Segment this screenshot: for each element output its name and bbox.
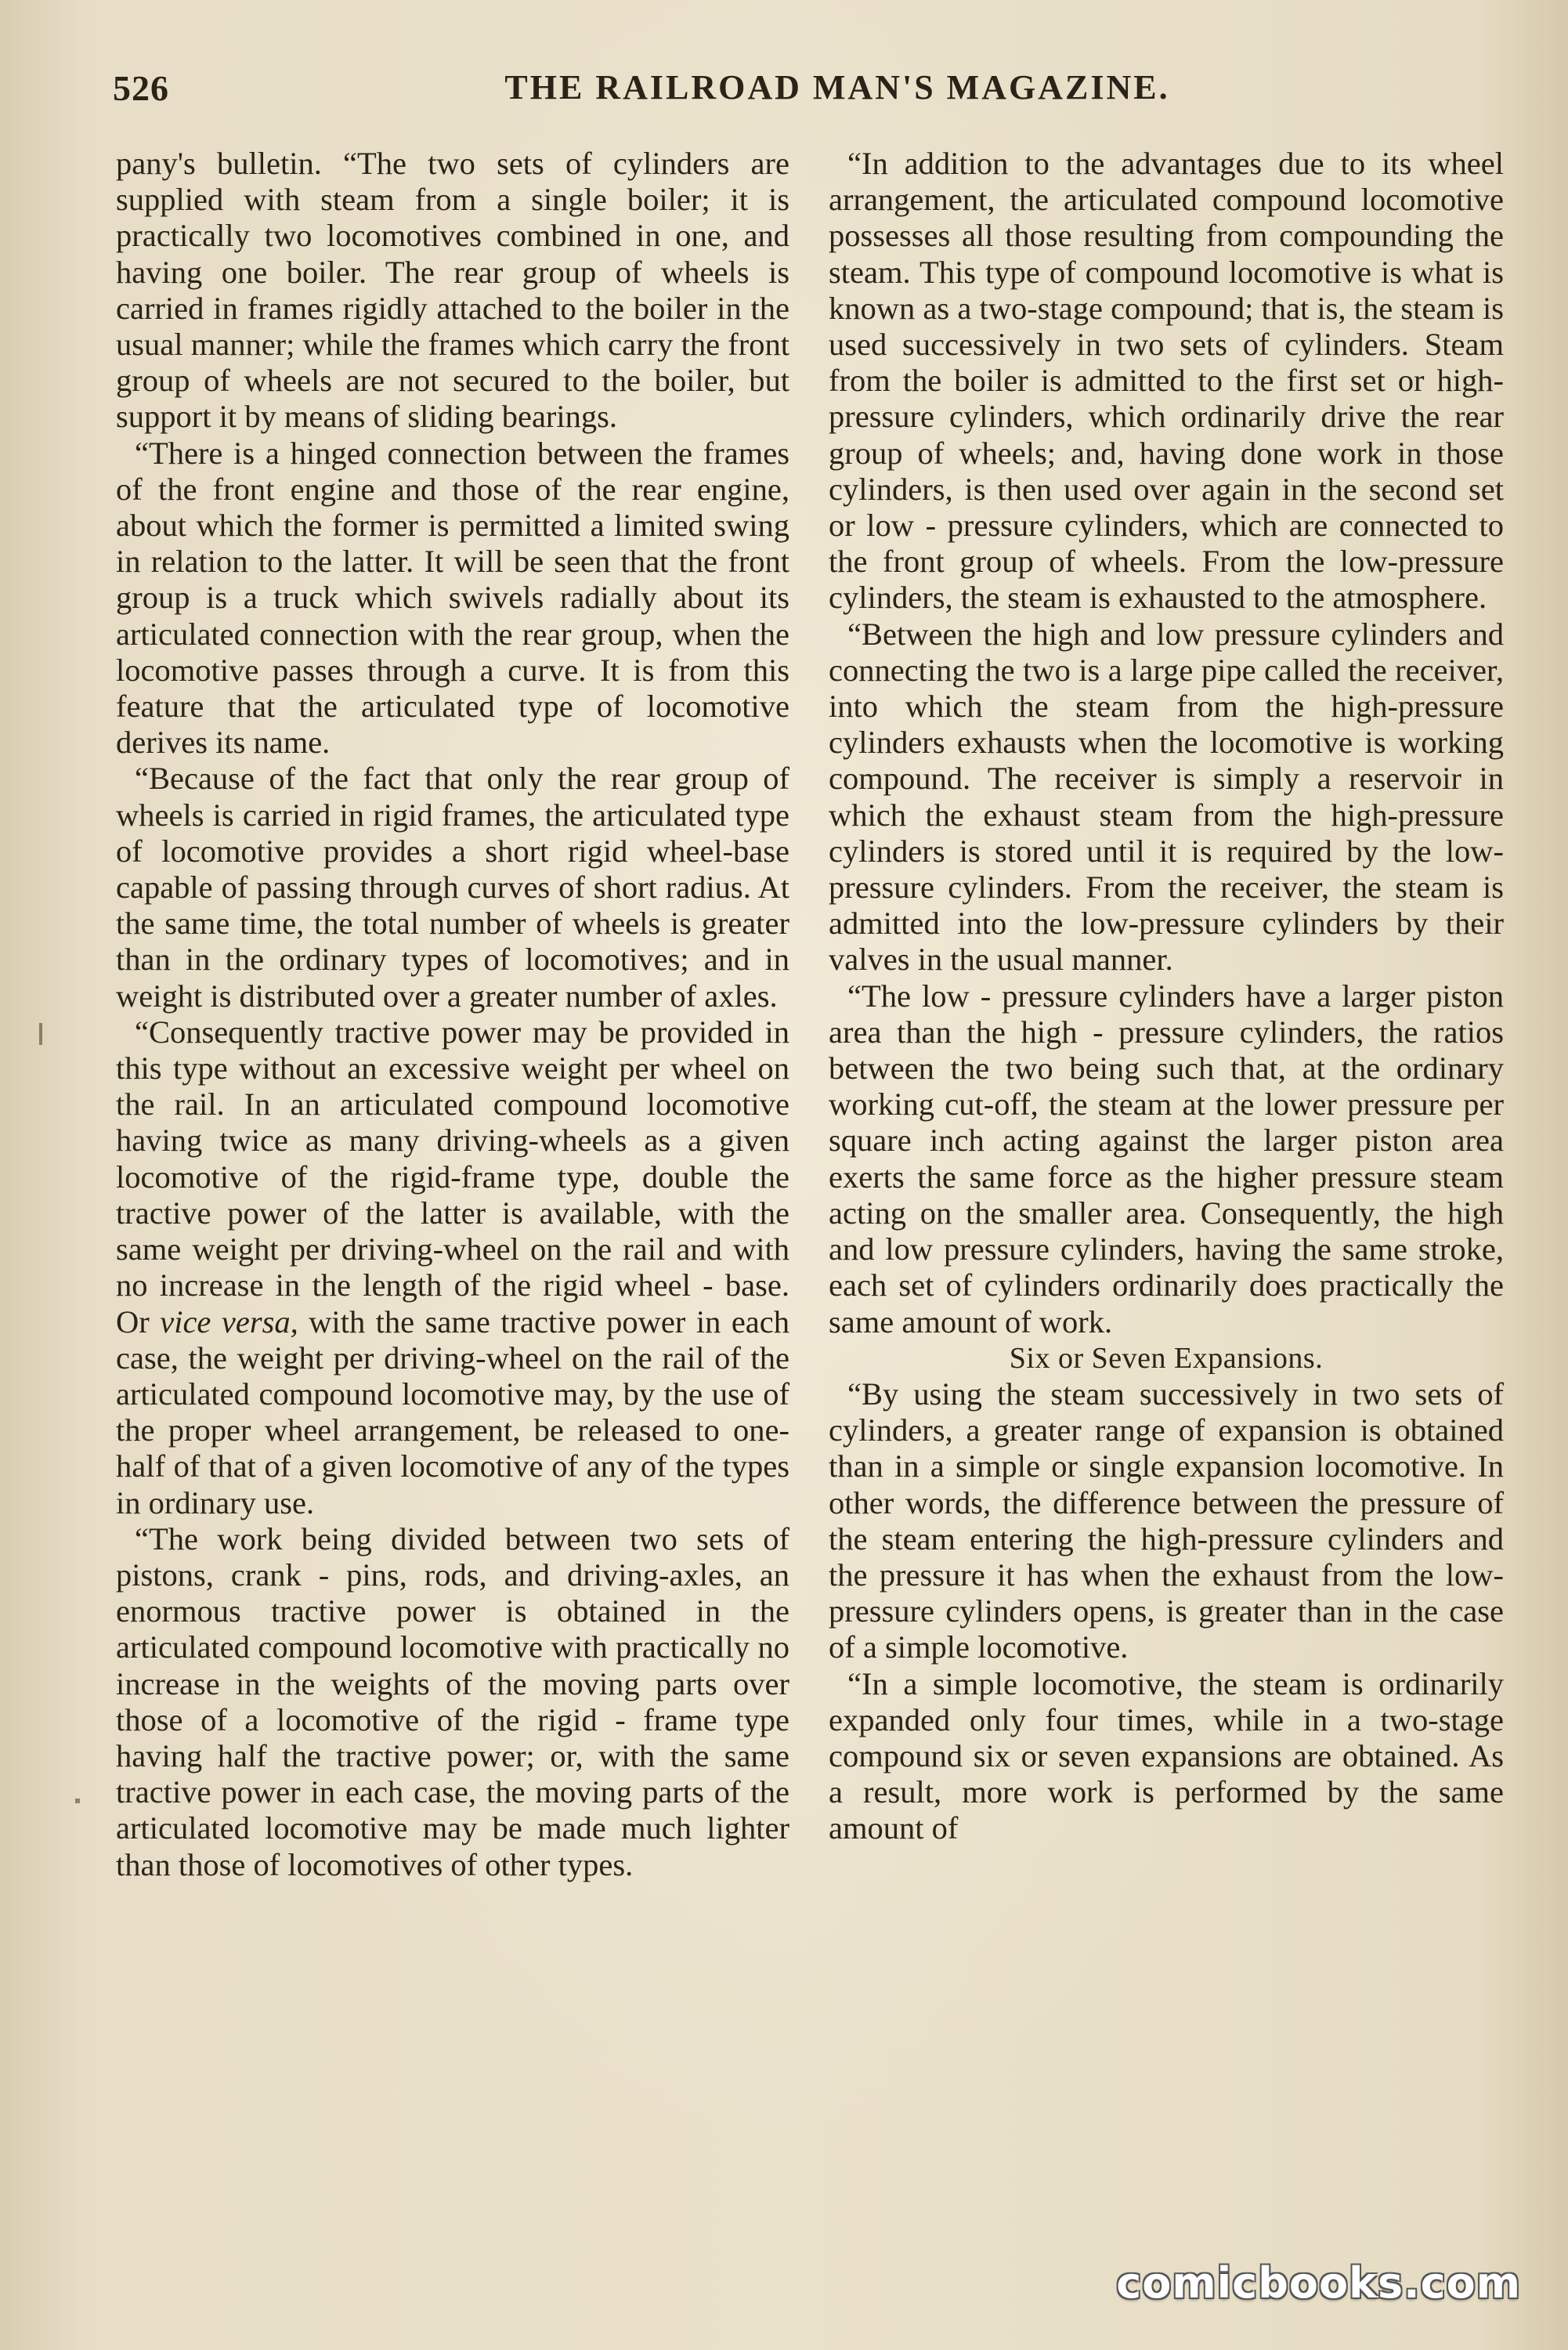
margin-mark [39,1023,42,1045]
right-column [829,146,1504,1847]
section-subheading: Six or Seven Expansions. [1009,1341,1324,1375]
left-column [116,146,789,1883]
paragraph: pany's bulletin. “The two sets of cylinders are supplied with steam from a single boiler; it is practically two locomotives combined in one, and having one boiler. The rear group of wheels is carried in frames rigidly attached to the boiler in the usual manner; while the frames which carry the front group of wheels are not secured to the boiler, but support it by means of sliding bearings. [116,146,789,435]
paragraph: “Because of the fact that only the rear group of wheels is carried in rigid frames, the articulated type of locomotive provides a short rigid wheel-base capable of passing through curves of short radius. At the same time, the total number of wheels is greater than in the ordinary types of locomotives; and in weight is distributed over a greater number of axles. [116,761,789,1014]
paragraph: “The work being divided between two sets of pistons, crank - pins, rods, and driving-axles, an enormous tractive power is obtained in the articulated compound locomotive with practically no increase in the weights of the moving parts over those of a locomotive of the rigid - frame type having half the tractive power; or, with the same tractive power in each case, the moving parts of the articulated locomotive may be made much lighter than those of locomotives of other types. [116,1520,789,1882]
paragraph: “In a simple locomotive, the steam is ordinarily expanded only four times, while in a two-stage compound six or seven expansions are obtained. As a result, more work is performed by the same amount of [829,1665,1504,1846]
paragraph [116,1014,789,1521]
paragraph: “The low - pressure cylinders have a larger piston area than the high - pressure cylinders, the ratios between the two being such that, at the ordinary working cut-off, the steam at the lower pressure per square inch acting against the larger piston area exerts the same force as the higher pressure steam acting on the smaller area. Consequently, the high and low pressure cylinders, having the same stroke, each set of cylinders ordinarily does practically the same amount of work. [829,978,1504,1340]
paragraph: “By using the steam successively in two sets of cylinders, a greater range of expansion is obtained than in a simple or single expansion locomotive. In other words, the difference between the pressure of the steam entering the high-pressure cylinders and the pressure it has when the exhaust from the low-pressure cylinders opens, is greater than in the case of a simple locomotive. [829,1376,1504,1665]
paragraph: “Between the high and low pressure cylinders and connecting the two is a large pipe called the receiver, into which the steam from the high-pressure cylinders exhausts when the locomotive is working compound. The receiver is simply a reservoir in which the exhaust steam from the high-pressure cylinders is stored until it is required by the low-pressure cylinders. From the receiver, the steam is admitted into the low-pressure cylinders by their valves in the usual manner. [829,616,1504,978]
italic-phrase: vice versa, [160,1303,298,1340]
paragraph-text: with the same tractive power in each case, the weight per driving-wheel on the rail of the articulated compound locomotive may, by the use of the proper wheel arrangement, be released to one-half of that of a given locomotive of any of the types in ordinary use. [116,1303,789,1520]
paragraph: “In addition to the advantages due to its wheel arrangement, the articulated compound locomotive possesses all those resulting from compounding the steam. This type of compound locomotive is what is known as a two-stage compound; that is, the steam is used successively in two sets of cylinders. Steam from the boiler is admitted to the first set or high-pressure cylinders, which ordinarily drive the rear group of wheels; and, having done work in those cylinders, is then used over again in the second set or low - pressure cylinders, which are connected to the front group of wheels. From the low-pressure cylinders, the steam is exhausted to the atmosphere. [829,146,1504,616]
running-title: THE RAILROAD MAN'S MAGAZINE. [504,68,1170,107]
margin-mark [75,1799,80,1803]
paragraph: “There is a hinged connection between the frames of the front engine and those of the rear engine, about which the former is permitted a limited swing in relation to the latter. It will be seen that the front group is a truck which swivels radially about its articulated connection with the rear group, when the locomotive passes through a curve. It is from this feature that the articulated type of locomotive derives its name. [116,435,789,761]
watermark-logo: comicbooks.com [1116,2258,1521,2308]
page-header [113,67,1499,122]
page-number: 526 [113,68,169,108]
paragraph-text: “Consequently tractive power may be provided in this type without an excessive weight per wheel on the rail. In an articulated compound locomotive having twice as many driving-wheels as a given locomotive of the rigid-frame type, double the tractive power of the latter is available, with the same weight per driving-wheel on the rail and with no increase in the length of the rigid wheel - base. Or [116,1014,789,1340]
